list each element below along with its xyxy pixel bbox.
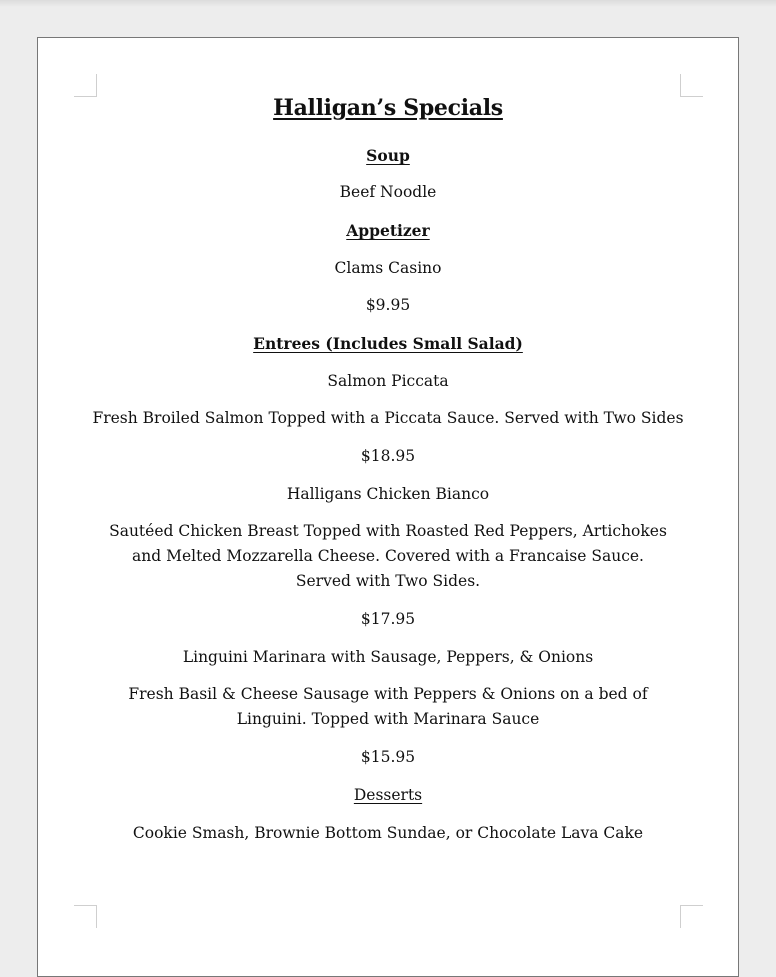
appetizer-price: $9.95 (365, 296, 411, 314)
soup-item: Beef Noodle (339, 183, 437, 201)
appetizer-item: Clams Casino (334, 259, 442, 277)
margin-corner-mark (680, 74, 703, 97)
margin-corner-mark (680, 905, 703, 928)
desserts-item: Cookie Smash, Brownie Bottom Sundae, or Chocolate Lava Cake (132, 824, 644, 842)
entree-price: $15.95 (360, 748, 416, 766)
entrees-heading: Entrees (Includes Small Salad) (253, 334, 523, 353)
entree-price: $18.95 (360, 447, 416, 465)
margin-corner-mark (74, 905, 97, 928)
document-page (37, 37, 739, 977)
entree-description: Fresh Basil & Cheese Sausage with Peppers & Onions on a bed of Linguini. Topped with Marinara Sauce (128, 685, 648, 728)
entree-price: $17.95 (360, 610, 416, 628)
margin-corner-mark (74, 74, 97, 97)
entree-name: Halligans Chicken Bianco (286, 485, 490, 503)
page-title: Halligan’s Specials (273, 95, 503, 121)
viewer-top-bar (0, 0, 776, 7)
entree-name: Linguini Marinara with Sausage, Peppers, & Onions (182, 648, 594, 666)
soup-heading: Soup (366, 146, 410, 165)
desserts-heading: Desserts (353, 786, 423, 804)
entree-description: Sautéed Chicken Breast Topped with Roasted Red Peppers, Artichokes and Melted Mozzarella Cheese. Covered with a Francaise Sauce. Served with Two Sides. (109, 522, 667, 590)
entree-name: Salmon Piccata (327, 372, 449, 390)
entree-description: Fresh Broiled Salmon Topped with a Piccata Sauce. Served with Two Sides (92, 409, 684, 427)
appetizer-heading: Appetizer (346, 221, 430, 240)
